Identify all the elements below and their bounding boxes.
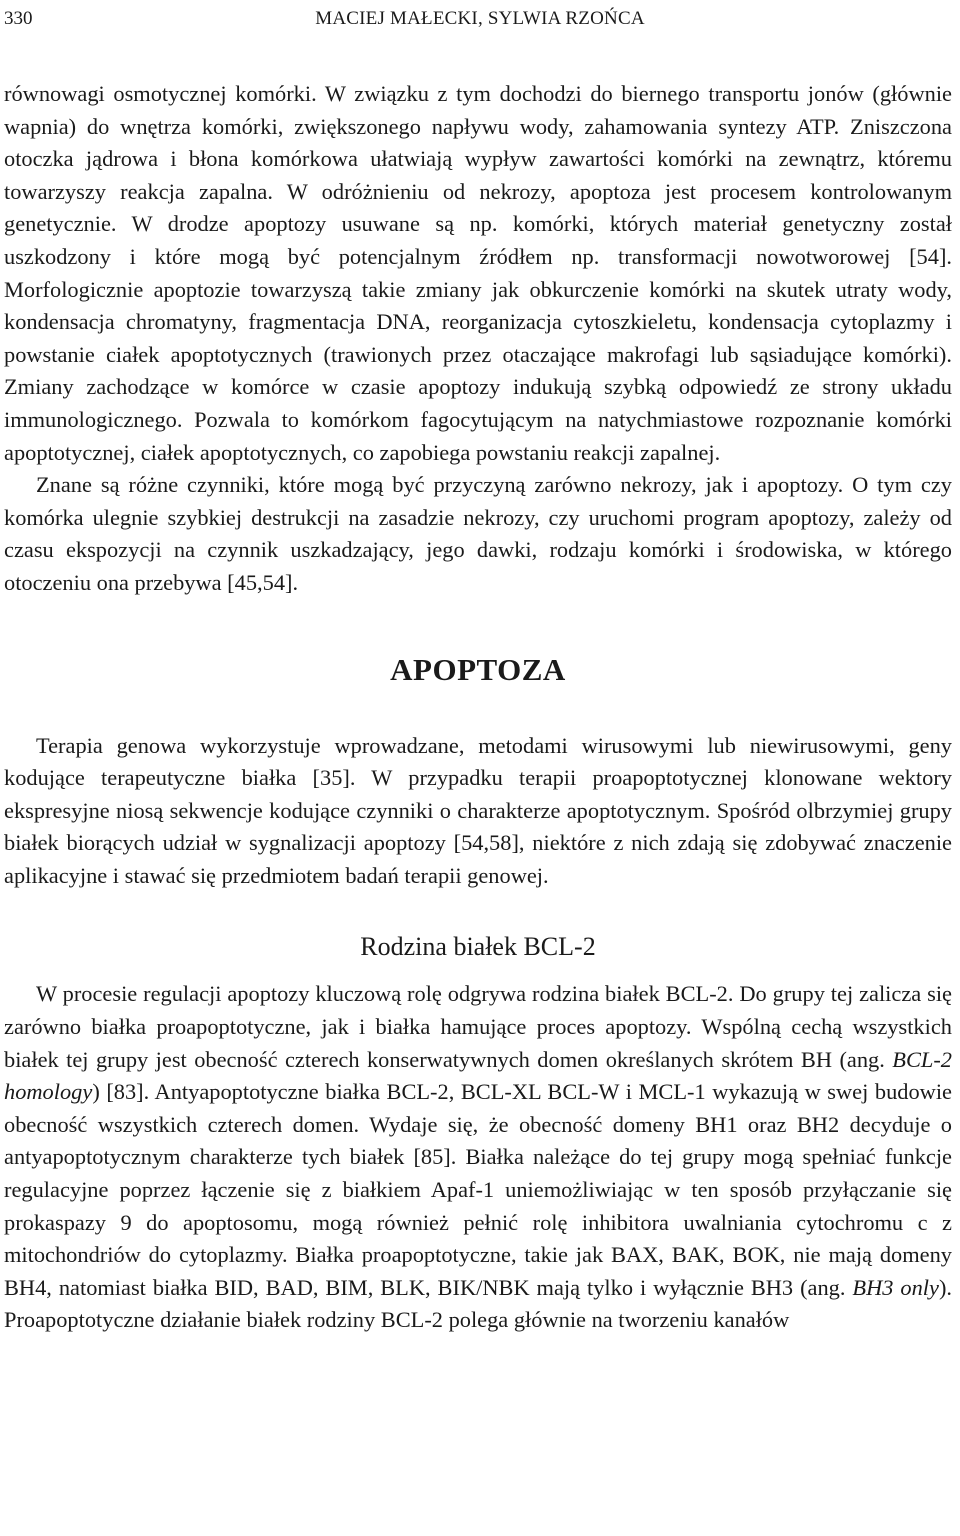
running-head: MACIEJ MAŁECKI, SYLWIA RZOŃCA	[315, 8, 645, 29]
paragraph-4-italic-term-1: BCL-2 homology	[4, 1046, 952, 1105]
paragraph-1: równowagi osmotycznej komórki. W związku z tym dochodzi do biernego transportu jonów (głównie wapnia) do wnętrza komórki, zwiększonego napływu wody, zahamowania syntezy ATP. Zniszczona otoczka jądrowa i błona komórkowa ułatwiają wypływ zawartości komórki na zewnątrz, któremu towarzyszy reakcja zapalna. W odróżnieniu od nekrozy, apoptoza jest procesem kontrolowanym genetycznie. W drodze apoptozy usuwane są np. komórki, których materiał genetyczny został uszkodzony i które mogą być potencjalnym źródłem np. transformacji nowotworowej [54]. Morfologicznie apoptozie towarzyszą takie zmiany jak obkurczenie komórki na skutek utraty wody, kondensacja chromatyny, fragmentacja DNA, reorganizacja cytoszkieletu, kondensacja cytoplazmy i powstanie ciałek apoptotycznych (trawionych przez otaczające makrofagi lub sąsiadujące komórki). Zmiany zachodzące w komórce w czasie apoptozy indukują szybką odpowiedź ze strony układu immunologicznego. Pozwala to komórkom fagocytującym na natychmiastowe rozpoznanie komórki apoptotycznej, ciałek apoptotycznych, co zapobiega powstaniu reakcji zapalnej.	[4, 81, 952, 465]
paragraph-4-part-c: ). Proapoptotyczne działanie białek rodziny BCL-2 polega głównie na tworzeniu kanałów	[4, 1274, 952, 1333]
paragraph-4-part-b: ) [83]. Antyapoptotyczne białka BCL-2, BCL-XL BCL-W i MCL-1 wykazują w swej budowie obecność wszystkich czterech domen. Wydaje się, że obecność domeny BH1 oraz BH2 decyduje o antyapoptotycznym charakterze tych białek [85]. Białka należące do tej grupy mogą spełniać funkcje regulacyjne poprzez łączenie się z białkiem Apaf-1 uniemożliwiając w ten sposób przyłączanie się prokaspazy 9 do apoptosomu, mogą również pełnić rolę inhibitora uwalniania cytochromu c z mitochondriów do cytoplazmy. Białka proapoptotyczne, takie jak BAX, BAK, BOK, nie mają domeny BH4, natomiast białka BID, BAD, BIM, BLK, BIK/NBK mają tylko i wyłącznie BH3 (ang.	[4, 1079, 952, 1300]
section-heading: APOPTOZA	[390, 651, 566, 687]
page-body	[4, 78, 952, 1337]
page-number: 330	[4, 8, 33, 29]
paragraph-2: Znane są różne czynniki, które mogą być przyczyną zarówno nekrozy, jak i apoptozy. O tym czy komórka ulegnie szybkiej destrukcji na zasadzie nekrozy, czy uruchomi program apoptozy, zależy od czasu ekspozycji na czynnik uszkadzający, jego dawki, rodzaju komórki i środowiska, w którego otoczeniu ona przebywa [45,54].	[4, 472, 952, 595]
subsection-heading: Rodzina białek BCL-2	[360, 932, 596, 962]
paragraph-4-part-a: W procesie regulacji apoptozy kluczową rolę odgrywa rodzina białek BCL-2. Do grupy tej zalicza się zarówno białka proapoptotyczne, jak i białka hamujące proces apoptozy. Wspólną cechą wszystkich białek tej grupy jest obecność czterech konserwatywnych domen określanych skrótem BH (ang.	[4, 981, 952, 1072]
paragraph-4	[4, 978, 952, 1337]
paragraph-3: Terapia genowa wykorzystuje wprowadzane, metodami wirusowymi lub niewirusowymi, geny kodujące terapeutyczne białka [35]. W przypadku terapii proapoptotycznej klonowane wektory ekspresyjne niosą sekwencje kodujące czynniki o charakterze apoptotycznym. Spośród olbrzymiej grupy białek biorących udział w sygnalizacji apoptozy [54,58], niektóre z nich zdają się zdobywać znaczenie aplikacyjne i stawać się przedmiotem badań terapii genowej.	[4, 732, 952, 888]
page-header	[4, 6, 956, 32]
paragraph-4-italic-term-2: BH3 only	[852, 1274, 939, 1300]
